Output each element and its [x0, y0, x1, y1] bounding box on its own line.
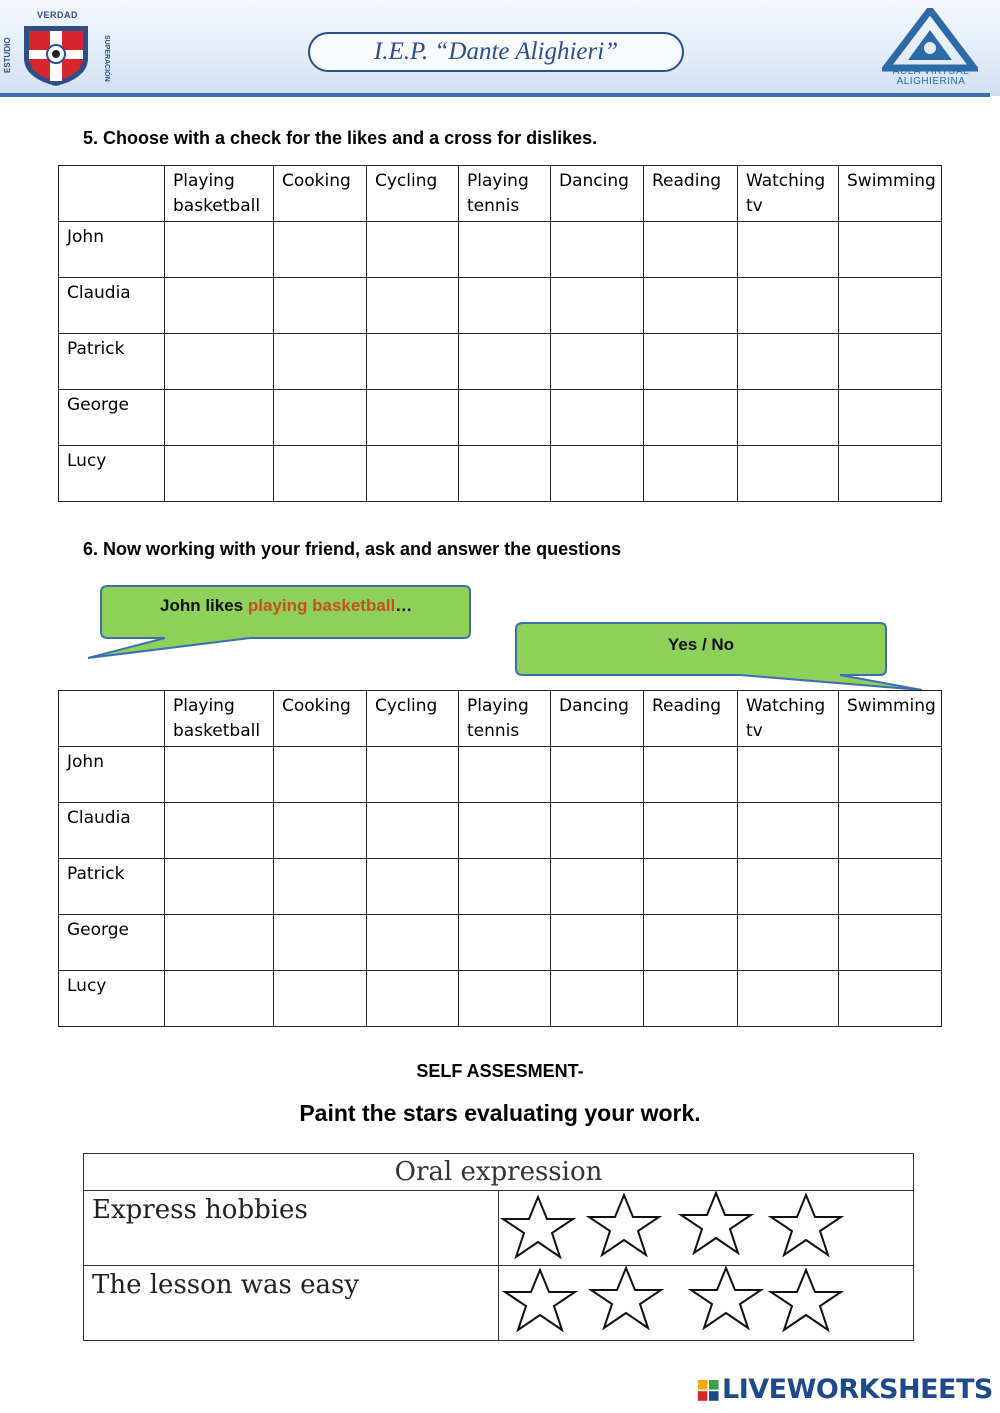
answer-cell[interactable]	[165, 334, 274, 390]
answer-cell[interactable]	[551, 747, 644, 803]
answer-cell[interactable]	[644, 747, 738, 803]
answer-cell[interactable]	[839, 446, 942, 502]
liveworksheets-logo-icon	[697, 1378, 721, 1406]
table-row	[59, 915, 942, 971]
table-row	[59, 390, 942, 446]
answer-cell[interactable]	[738, 446, 839, 502]
column-header: Playing basketball	[165, 166, 274, 222]
table-header-row	[84, 1154, 914, 1191]
column-header: Cycling	[367, 166, 459, 222]
answer-cell[interactable]	[738, 915, 839, 971]
answer-cell[interactable]	[165, 446, 274, 502]
star-icon[interactable]	[677, 1191, 755, 1255]
answer-cell[interactable]	[644, 334, 738, 390]
self-assessment-subtitle: Paint the stars evaluating your work.	[299, 1100, 701, 1126]
star-rating	[499, 1191, 914, 1266]
table-row	[59, 803, 942, 859]
row-label: Claudia	[59, 278, 165, 334]
answer-cell[interactable]	[274, 446, 367, 502]
row-label: Lucy	[59, 971, 165, 1027]
row-label: Claudia	[59, 803, 165, 859]
answer-cell[interactable]	[165, 222, 274, 278]
row-label: Patrick	[59, 859, 165, 915]
table-row	[59, 222, 942, 278]
table-row	[59, 971, 942, 1027]
answer-cell[interactable]	[165, 278, 274, 334]
answer-cell[interactable]	[839, 747, 942, 803]
answer-cell[interactable]	[738, 278, 839, 334]
answer-cell[interactable]	[165, 859, 274, 915]
column-header: Playing basketball	[165, 691, 274, 747]
speech-bubble-2-text: Yes / No	[667, 635, 735, 654]
column-header: Reading	[644, 166, 738, 222]
answer-cell[interactable]	[738, 390, 839, 446]
star-icon[interactable]	[767, 1193, 845, 1257]
answer-cell[interactable]	[367, 915, 459, 971]
answer-cell[interactable]	[551, 334, 644, 390]
criterion-label: Express hobbies	[84, 1191, 499, 1266]
answer-cell[interactable]	[459, 390, 551, 446]
answer-cell[interactable]	[839, 971, 942, 1027]
crest-motto-right: SUPERACIÓN	[103, 34, 110, 82]
answer-cell[interactable]	[738, 803, 839, 859]
answer-cell[interactable]	[459, 915, 551, 971]
self-assessment-title: SELF ASSESMENT-	[416, 1061, 584, 1081]
criterion-label: The lesson was easy	[84, 1266, 499, 1341]
table-row	[59, 446, 942, 502]
star-icon[interactable]	[767, 1268, 845, 1332]
star-icon[interactable]	[687, 1266, 765, 1330]
corner-cell	[59, 691, 165, 747]
answer-cell[interactable]	[367, 446, 459, 502]
answer-cell[interactable]	[644, 278, 738, 334]
answer-cell[interactable]	[274, 971, 367, 1027]
answer-cell[interactable]	[459, 859, 551, 915]
answer-cell[interactable]	[165, 747, 274, 803]
column-header: Playing tennis	[459, 691, 551, 747]
star-icon[interactable]	[501, 1268, 579, 1332]
answer-cell[interactable]	[551, 803, 644, 859]
answer-cell[interactable]	[459, 334, 551, 390]
assessment-header: Oral expression	[84, 1154, 914, 1191]
answer-cell[interactable]	[644, 971, 738, 1027]
aula-logo-text-1: AULA VIRTUAL	[892, 66, 970, 77]
answer-cell[interactable]	[165, 915, 274, 971]
answer-cell[interactable]	[459, 278, 551, 334]
star-rating	[499, 1266, 914, 1341]
answer-cell[interactable]	[738, 222, 839, 278]
answer-cell[interactable]	[839, 278, 942, 334]
answer-cell[interactable]	[551, 915, 644, 971]
table-row	[84, 1191, 914, 1266]
answer-cell[interactable]	[367, 859, 459, 915]
exercise-6-table	[58, 690, 942, 1027]
answer-cell[interactable]	[839, 334, 942, 390]
column-header: Dancing	[551, 691, 644, 747]
column-header: Swimming	[839, 691, 942, 747]
table-row	[59, 278, 942, 334]
answer-cell[interactable]	[738, 334, 839, 390]
crest-motto-left: ESTUDIO	[3, 37, 12, 73]
liveworksheets-brand: LIVEWORKSHEETS	[722, 1374, 993, 1405]
answer-cell[interactable]	[165, 390, 274, 446]
answer-cell[interactable]	[551, 971, 644, 1027]
aula-virtual-logo-icon	[882, 8, 978, 74]
column-header: Watching tv	[738, 166, 839, 222]
corner-cell	[59, 166, 165, 222]
answer-cell[interactable]	[459, 747, 551, 803]
answer-cell[interactable]	[274, 278, 367, 334]
answer-cell[interactable]	[274, 915, 367, 971]
answer-cell[interactable]	[274, 334, 367, 390]
header-divider	[0, 93, 990, 97]
answer-cell[interactable]	[165, 971, 274, 1027]
school-crest-icon	[20, 22, 92, 88]
answer-cell[interactable]	[367, 803, 459, 859]
answer-cell[interactable]	[738, 859, 839, 915]
answer-cell[interactable]	[459, 971, 551, 1027]
table-header-row	[59, 691, 942, 747]
column-header: Cooking	[274, 691, 367, 747]
answer-cell[interactable]	[459, 446, 551, 502]
crest-motto-top: VERDAD	[37, 10, 79, 20]
column-header: Watching tv	[738, 691, 839, 747]
row-label: Lucy	[59, 446, 165, 502]
answer-cell[interactable]	[839, 915, 942, 971]
exercise-5-table	[58, 165, 942, 502]
star-icon[interactable]	[587, 1266, 665, 1330]
column-header: Playing tennis	[459, 166, 551, 222]
answer-cell[interactable]	[644, 859, 738, 915]
answer-cell[interactable]	[367, 278, 459, 334]
answer-cell[interactable]	[274, 859, 367, 915]
row-label: George	[59, 915, 165, 971]
answer-cell[interactable]	[367, 390, 459, 446]
aula-logo-text-2: ALIGHIERINA	[896, 76, 966, 87]
answer-cell[interactable]	[644, 803, 738, 859]
column-header: Cooking	[274, 166, 367, 222]
answer-cell[interactable]	[738, 747, 839, 803]
answer-cell[interactable]	[839, 803, 942, 859]
answer-cell[interactable]	[839, 222, 942, 278]
answer-cell[interactable]	[644, 390, 738, 446]
answer-cell[interactable]	[274, 390, 367, 446]
page-header	[0, 0, 1000, 100]
row-label: John	[59, 222, 165, 278]
answer-cell[interactable]	[551, 390, 644, 446]
answer-cell[interactable]	[274, 803, 367, 859]
column-header: Dancing	[551, 166, 644, 222]
answer-cell[interactable]	[367, 747, 459, 803]
answer-cell[interactable]	[551, 278, 644, 334]
answer-cell[interactable]	[644, 446, 738, 502]
table-header-row	[59, 166, 942, 222]
row-label: Patrick	[59, 334, 165, 390]
answer-cell[interactable]	[551, 859, 644, 915]
column-header: Reading	[644, 691, 738, 747]
answer-cell[interactable]	[274, 747, 367, 803]
answer-cell[interactable]	[839, 390, 942, 446]
table-row	[59, 859, 942, 915]
answer-cell[interactable]	[738, 971, 839, 1027]
answer-cell[interactable]	[551, 222, 644, 278]
highlighted-activity: playing basketball	[247, 596, 396, 615]
school-name: I.E.P. “Dante Alighieri”	[373, 38, 619, 65]
row-label: John	[59, 747, 165, 803]
answer-cell[interactable]	[551, 446, 644, 502]
answer-cell[interactable]	[367, 222, 459, 278]
column-header: Cycling	[367, 691, 459, 747]
answer-cell[interactable]	[839, 859, 942, 915]
answer-cell[interactable]	[644, 915, 738, 971]
answer-cell[interactable]	[459, 222, 551, 278]
answer-cell[interactable]	[274, 222, 367, 278]
speech-bubble-1-text: John likes playing basketball…	[160, 596, 413, 615]
answer-cell[interactable]	[367, 334, 459, 390]
answer-cell[interactable]	[459, 803, 551, 859]
table-row	[84, 1266, 914, 1341]
column-header: Swimming	[839, 166, 942, 222]
table-row	[59, 334, 942, 390]
answer-cell[interactable]	[367, 971, 459, 1027]
exercise-5-instruction: 5. Choose with a check for the likes and a cross for dislikes.	[83, 128, 598, 148]
self-assessment-table	[83, 1153, 914, 1341]
star-icon[interactable]	[585, 1193, 663, 1257]
exercise-6-instruction: 6. Now working with your friend, ask and answer the questions	[83, 539, 622, 559]
table-row	[59, 747, 942, 803]
row-label: George	[59, 390, 165, 446]
answer-cell[interactable]	[165, 803, 274, 859]
star-icon[interactable]	[499, 1195, 577, 1259]
answer-cell[interactable]	[644, 222, 738, 278]
